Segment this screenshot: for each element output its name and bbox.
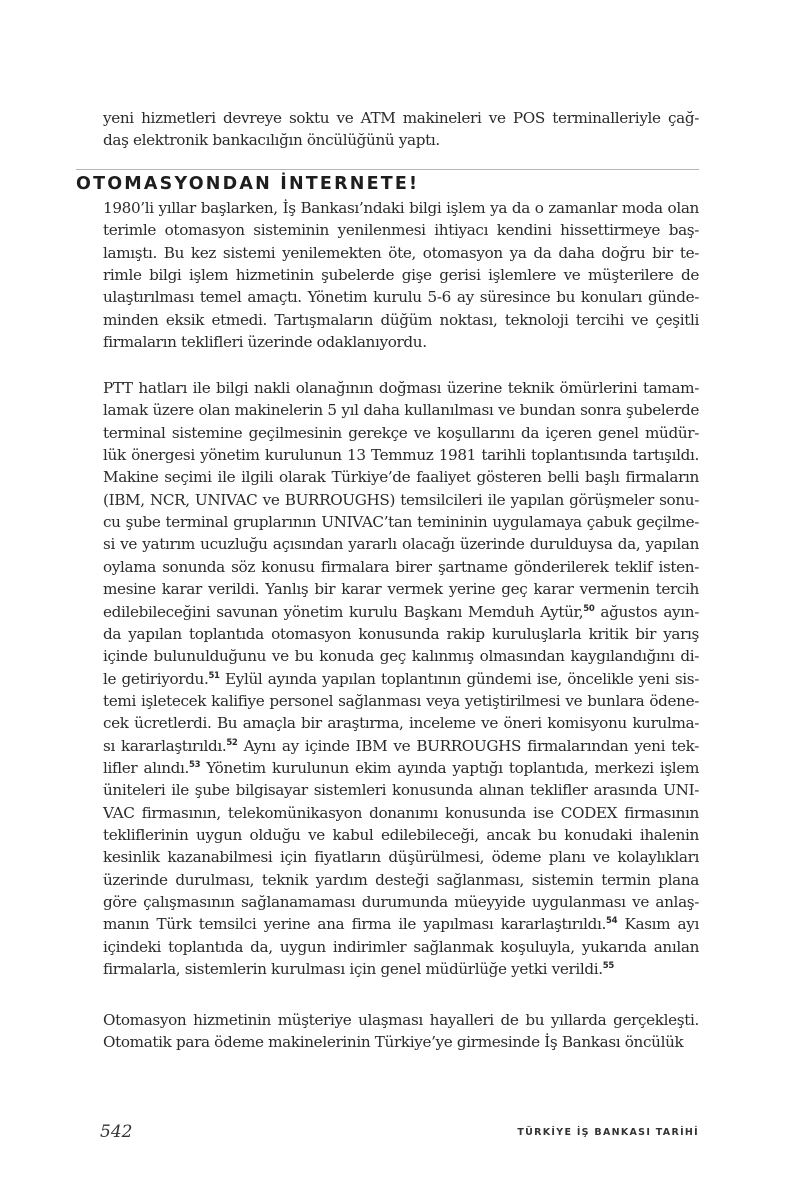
footnote-reference[interactable]: 55 <box>602 961 614 972</box>
body-line: ulaştırılması temel amaçtı. Yönetim kurulu 5-6 ay süresince bu konuları günde- <box>103 288 699 307</box>
body-line: Otomatik para ödeme makinelerinin Türkiye’ye girmesinde İş Bankası öncülük <box>103 1033 684 1052</box>
body-line: içinde bulunulduğunu ve bu konuda geç kalınmış olmasından kaygılandığını di- <box>103 647 699 666</box>
body-line: lamıştı. Bu kez sistemi yenilemekten öte, otomasyon ya da daha doğru bir te- <box>103 243 699 262</box>
footnote-reference[interactable]: 50 <box>583 603 595 614</box>
body-line: PTT hatları ile bilgi nakli olanağının doğması üzerine teknik ömürlerini tamam- <box>103 379 699 397</box>
line-text: firmalarla, sistemlerin kurulması için genel müdürlüğe yetki verildi. <box>103 960 603 979</box>
line-text: ağustos ayın- <box>594 602 699 621</box>
body-line <box>103 758 699 778</box>
body-line: üzerinde durulması, teknik yardım desteği sağlanması, sistemin termin plana <box>103 870 699 889</box>
body-line <box>103 669 699 689</box>
body-line: göre çalışmasının sağlanamaması durumunda müeyyide uygulanması ve anlaş- <box>103 893 699 912</box>
page-number: 542 <box>100 1122 133 1142</box>
line-text: Yönetim kurulunun ekim ayında yaptığı toplantıda, merkezi işlem <box>200 758 700 777</box>
body-line: mesine karar verildi. Yanlış bir karar vermek yerine geç karar vermenin tercih <box>103 580 699 599</box>
body-line: tekliflerinin uygun olduğu ve kabul edilebileceği, ancak bu konudaki ihalenin <box>103 826 699 844</box>
body-line: da yapılan toplantıda otomasyon konusunda rakip kuruluşlarla kritik bir yarış <box>103 624 699 643</box>
footnote-reference[interactable]: 54 <box>606 916 618 927</box>
body-line: (IBM, NCR, UNIVAC ve BURROUGHS) temsilcileri ile yapılan görüşmeler sonu- <box>103 490 699 509</box>
line-text: Aynı ay içinde IBM ve BURROUGHS firmalarından yeni tek- <box>237 736 699 755</box>
line-text: le getiriyordu. <box>103 669 209 688</box>
body-line <box>103 736 699 756</box>
body-line: si ve yatırım ucuzluğu açısından yararlı olacağı üzerinde durulduysa da, yapılan <box>103 535 699 554</box>
line-text: sı kararlaştırıldı. <box>103 736 227 755</box>
body-line: Otomasyon hizmetinin müşteriye ulaşması hayalleri de bu yıllarda gerçekleşti. <box>103 1011 699 1029</box>
line-text: manın Türk temsilci yerine ana firma ile yapılması kararlaştırıldı. <box>103 915 607 934</box>
running-title: TÜRKİYE İŞ BANKASI TARİHİ <box>517 1127 699 1138</box>
body-line: kesinlik kazanabilmesi için fiyatların düşürülmesi, ödeme planı ve kolaylıkları <box>103 848 699 867</box>
body-line <box>103 914 699 934</box>
body-line: lük önergesi yönetim kurulunun 13 Temmuz 1981 tarihli toplantısında tartışıldı. <box>103 446 699 465</box>
section-divider <box>76 169 699 170</box>
body-line: VAC firmasının, telekomünikasyon donanımı konusunda ise CODEX firmasının <box>103 803 699 822</box>
body-line: minden eksik etmedi. Tartışmaların düğüm noktası, teknoloji tercihi ve çeşitli <box>103 310 699 329</box>
line-text: edilebileceğini savunan yönetim kurulu Başkanı Memduh Aytür, <box>103 602 584 621</box>
body-line: daş elektronik bankacılığın öncülüğünü yaptı. <box>103 131 440 149</box>
body-line: yeni hizmetleri devreye soktu ve ATM makineleri ve POS terminalleriyle çağ- <box>103 109 699 127</box>
body-line: 1980’li yıllar başlarken, İş Bankası’ndaki bilgi işlem ya da o zamanlar moda olan <box>103 199 699 217</box>
line-text: lifler alındı. <box>103 758 190 777</box>
footnote-reference[interactable]: 53 <box>189 759 201 770</box>
body-line: cek ücretlerdi. Bu amaçla bir araştırma, inceleme ve öneri komisyonu kurulma- <box>103 714 699 733</box>
section-heading: OTOMASYONDAN İNTERNETE! <box>76 174 420 194</box>
body-line: terminal sistemine geçilmesinin gerekçe ve koşullarını da içeren genel müdür- <box>103 423 699 442</box>
body-line <box>103 959 699 979</box>
body-line: rimle bilgi işlem hizmetinin şubelerde gişe gerisi işlemlere ve müşterilere de <box>103 265 699 284</box>
body-line <box>103 602 699 622</box>
line-text: Eylül ayında yapılan toplantının gündemi ise, öncelikle yeni sis- <box>219 669 700 688</box>
body-line: lamak üzere olan makinelerin 5 yıl daha kullanılması ve bundan sonra şubelerde <box>103 401 699 420</box>
line-text: Kasım ayı <box>617 915 699 934</box>
body-line: üniteleri ile şube bilgisayar sistemleri konusunda alınan teklifler arasında UNI- <box>103 781 699 800</box>
body-line: içindeki toplantıda da, uygun indirimler sağlanmak koşuluyla, yukarıda anılan <box>103 937 699 956</box>
body-line: Makine seçimi ile ilgili olarak Türkiye’de faaliyet gösteren belli başlı firmaların <box>103 468 699 487</box>
body-line: firmaların teklifleri üzerinde odaklanıyordu. <box>103 332 427 351</box>
footnote-reference[interactable]: 51 <box>208 670 220 681</box>
body-line: cu şube terminal gruplarının UNIVAC’tan temininin uygulamaya çabuk geçilme- <box>103 513 699 532</box>
body-line: terimle otomasyon sisteminin yenilenmesi ihtiyacı kendini hissettirmeye baş- <box>103 221 699 240</box>
body-line: temi işletecek kalifiye personel sağlanması veya yetiştirilmesi ve bunlara ödene- <box>103 691 699 710</box>
footnote-reference[interactable]: 52 <box>226 737 238 748</box>
body-line: oylama sonunda söz konusu firmalara birer şartname gönderilerek teklif isten- <box>103 557 699 576</box>
